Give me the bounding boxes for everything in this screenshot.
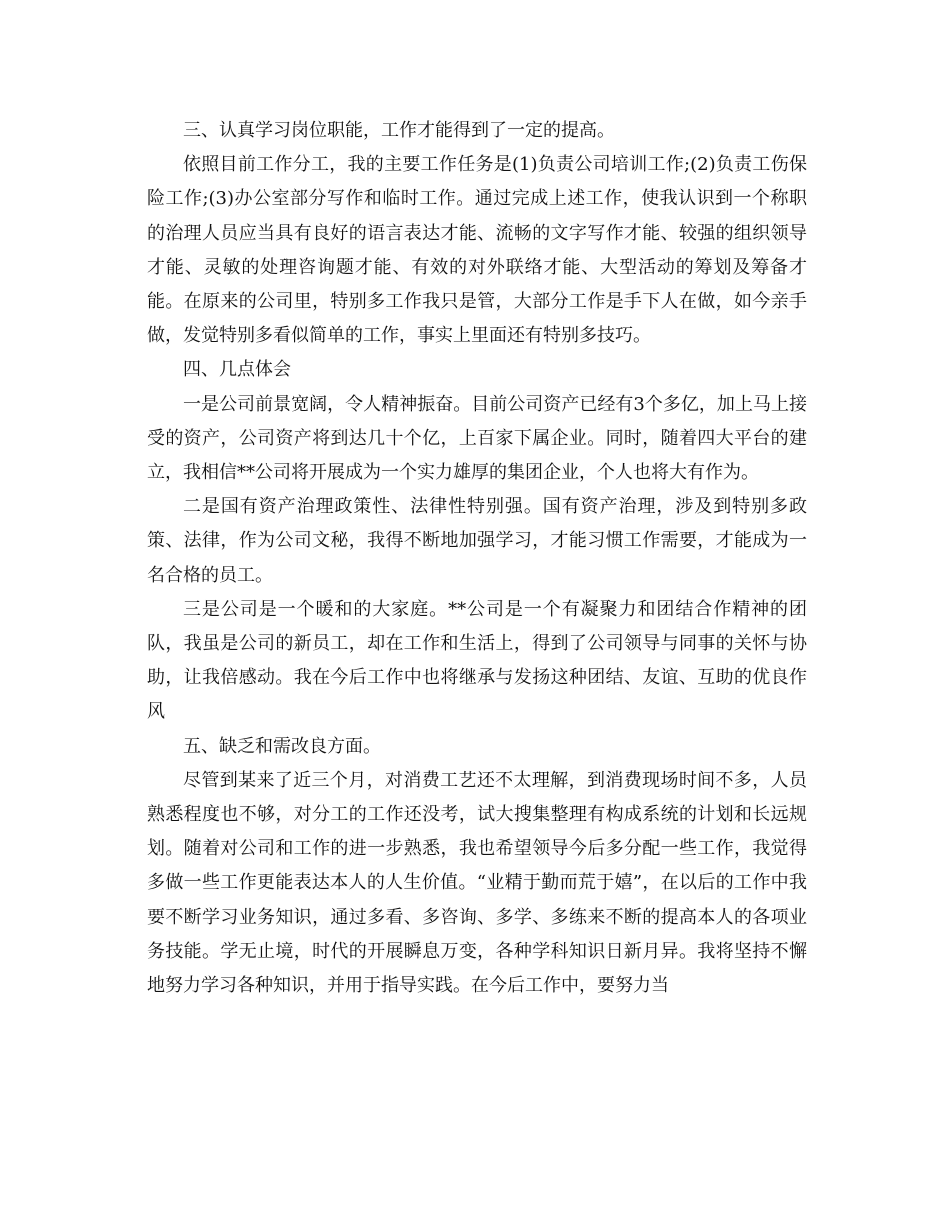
paragraph-policy-law: 二是国有资产治理政策性、法律性特别强。国有资产治理，涉及到特别多政策、法律，作为公司文秘，我得不断地加强学习，才能习惯工作需要，才能成为一名合格的员工。 bbox=[147, 496, 807, 586]
paragraph-warm-family: 三是公司是一个暖和的大家庭。**公司是一个有凝聚力和团结合作精神的团队，我虽是公司的新员工，却在工作和生活上，得到了公司领导与同事的关怀与协助，让我倍感动。我在今后工作中也将继承与发扬这种团结、友谊、互助的优良作风 bbox=[147, 598, 807, 723]
paragraph-company-prospects: 一是公司前景宽阔，令人精神振奋。目前公司资产已经有3个多亿，加上马上接受的资产，公司资产将到达几十个亿，上百家下属企业。同时，随着四大平台的建立，我相信**公司将开展成为一个实力雄厚的集团企业，个人也将大有作为。 bbox=[147, 393, 807, 484]
paragraph-improvement: 尽管到某来了近三个月，对消费工艺还不太理解，到消费现场时间不多，人员熟悉程度也不够，对分工的工作还没考，试大搜集整理有构成系统的计划和长远规划。随着对公司和工作的进一步熟悉，我也希望领导今后多分配一些工作，我觉得多做一些工作更能表达本人的人生价值。“业精于勤而荒于嬉”，在以后的工作中我要不断学习业务知识，通过多看、多咨询、多学、多练来不断的提高本人的各项业务技能。学无止境，时代的开展瞬息万变，各种学科知识日新月异。我将坚持不懈地努力学习各种知识，并用于指导实践。在今后工作中，要努力当 bbox=[147, 769, 807, 997]
section-heading-3: 三、认真学习岗位职能，工作才能得到了一定的提高。 bbox=[183, 120, 615, 141]
section-heading-5: 五、缺乏和需改良方面。 bbox=[183, 735, 381, 757]
section-heading-4: 四、几点体会 bbox=[183, 359, 291, 381]
document-body bbox=[147, 114, 807, 1003]
paragraph-work-tasks: 依照目前工作分工，我的主要工作任务是(1)负责公司培训工作;(2)负责工伤保险工作;(3)办公室部分写作和临时工作。通过完成上述工作，使我认识到一个称职的治理人员应当具有良好的语言表达才能、流畅的文字写作才能、较强的组织领导才能、灵敏的处理咨询题才能、有效的对外联络才能、大型活动的筹划及筹备才能。在原来的公司里，特别多工作我只是管，大部分工作是手下人在做，如今亲手做，发觉特别多看似简单的工作，事实上里面还有特别多技巧。 bbox=[147, 154, 807, 347]
